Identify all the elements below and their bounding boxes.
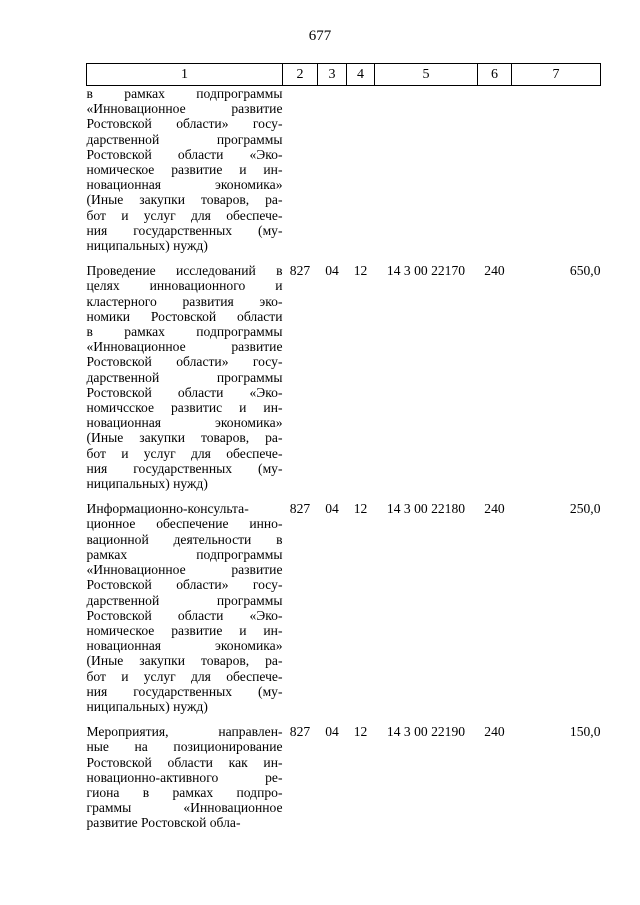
description-line: (Иные закупки товаров, ра-: [86, 192, 283, 208]
table-body: [87, 86, 601, 841]
description-line: бот и услуг для обеспече-: [86, 668, 283, 684]
description-line: Мероприятия, направлен-: [86, 724, 283, 740]
description-line: Проведение исследований в: [86, 263, 283, 279]
description-line: целях инновационного и: [86, 278, 283, 294]
row-subsection-code: 12: [353, 724, 368, 740]
description-line: Ростовской области» госу-: [86, 116, 283, 132]
budget-table: [86, 63, 601, 841]
row-amount: 650,0: [569, 263, 601, 279]
description-line: в рамках подпрограммы: [86, 324, 283, 340]
description-line: «Инновационное развитие: [86, 339, 283, 355]
column-header-1: 1: [87, 64, 283, 86]
column-header-2: 2: [283, 64, 318, 86]
description-line: (Иные закупки товаров, ра-: [86, 653, 283, 669]
row-amount: 250,0: [569, 501, 601, 517]
row-amount: 150,0: [569, 724, 601, 740]
description-line: Ростовской области «Эко-: [86, 146, 283, 162]
column-header-4: 4: [347, 64, 375, 86]
row-description: [87, 263, 283, 501]
row-section-code: 04: [325, 724, 339, 740]
description-line: номики Ростовской области: [86, 308, 283, 324]
description-line: рамках подпрограммы: [86, 546, 283, 562]
description-line: новационно-активного ре-: [86, 769, 283, 785]
description-line: Ростовской области» госу-: [86, 577, 283, 593]
row-description: [87, 501, 283, 724]
description-line: новационная экономика»: [86, 638, 283, 654]
description-line: ционное обеспечение инно-: [86, 516, 283, 532]
row-ministry-code: 827: [289, 724, 311, 740]
description-line: ния государственных (му-: [86, 683, 283, 699]
description-line: в рамках подпрограммы: [86, 86, 283, 101]
row-target-article-code: [375, 86, 478, 264]
row-expense-type-code: [478, 86, 512, 264]
row-expense-type-code: 240: [484, 263, 505, 279]
description-line: граммы «Инновационное: [86, 800, 283, 816]
row-ministry-code: 827: [289, 263, 311, 279]
description-line: «Инновационное развитие: [86, 562, 283, 578]
table-row: [87, 724, 601, 840]
row-section-code: [318, 86, 347, 264]
description-line: «Инновационное развитие: [86, 101, 283, 117]
column-header-6: 6: [478, 64, 512, 86]
row-amount: [512, 86, 601, 264]
description-line: дарственной программы: [86, 592, 283, 608]
row-description: [87, 86, 283, 264]
description-line: новационная экономика»: [86, 177, 283, 193]
row-target-article-code: 14 3 00 22170: [386, 263, 466, 279]
table-row: [87, 501, 601, 724]
description-line: Информационно-консульта-: [86, 501, 249, 517]
row-target-article-code: 14 3 00 22190: [386, 724, 466, 740]
row-subsection-code: [347, 86, 375, 264]
row-expense-type-code: 240: [484, 724, 505, 740]
description-line: номическое развитие и ин-: [86, 162, 283, 178]
description-line: номичсское развитис и ин-: [86, 400, 283, 416]
row-description: [87, 724, 283, 840]
description-line: Ростовской области» госу-: [86, 354, 283, 370]
description-line: ниципальных) нужд): [86, 476, 208, 492]
description-line: гиона в рамках подпро-: [86, 784, 283, 800]
column-header-3: 3: [318, 64, 347, 86]
description-line: ниципальных) нужд): [86, 238, 208, 254]
row-section-code: 04: [325, 501, 339, 517]
row-section-code: 04: [325, 263, 339, 279]
description-line: бот и услуг для обеспече-: [86, 207, 283, 223]
description-line: развитие Ростовской обла-: [86, 815, 241, 831]
table-row: [87, 86, 601, 264]
description-line: Ростовской области как ин-: [86, 754, 283, 770]
row-subsection-code: 12: [353, 501, 368, 517]
description-line: ния государственных (му-: [86, 460, 283, 476]
description-line: Ростовской области «Эко-: [86, 384, 283, 400]
row-target-article-code: 14 3 00 22180: [386, 501, 466, 517]
description-line: Ростовской области «Эко-: [86, 607, 283, 623]
description-line: вационной деятельности в: [86, 531, 283, 547]
description-line: дарственной программы: [86, 369, 283, 385]
description-line: новационная экономика»: [86, 415, 283, 431]
column-header-5: 5: [375, 64, 478, 86]
description-line: ния государственных (му-: [86, 222, 283, 238]
page-number: 677: [308, 28, 332, 44]
row-expense-type-code: 240: [484, 501, 505, 517]
row-ministry-code: [283, 86, 318, 264]
description-line: бот и услуг для обеспече-: [86, 445, 283, 461]
description-line: дарственной программы: [86, 131, 283, 147]
row-ministry-code: 827: [289, 501, 311, 517]
description-line: ниципальных) нужд): [86, 698, 208, 714]
row-subsection-code: 12: [353, 263, 368, 279]
description-line: (Иные закупки товаров, ра-: [86, 430, 283, 446]
column-header-7: 7: [512, 64, 601, 86]
table-row: [87, 263, 601, 501]
description-line: кластерного развития эко-: [86, 293, 283, 309]
column-number-header-row: [87, 64, 601, 86]
description-line: номическое развитие и ин-: [86, 622, 283, 638]
description-line: ные на позиционирование: [86, 739, 283, 755]
